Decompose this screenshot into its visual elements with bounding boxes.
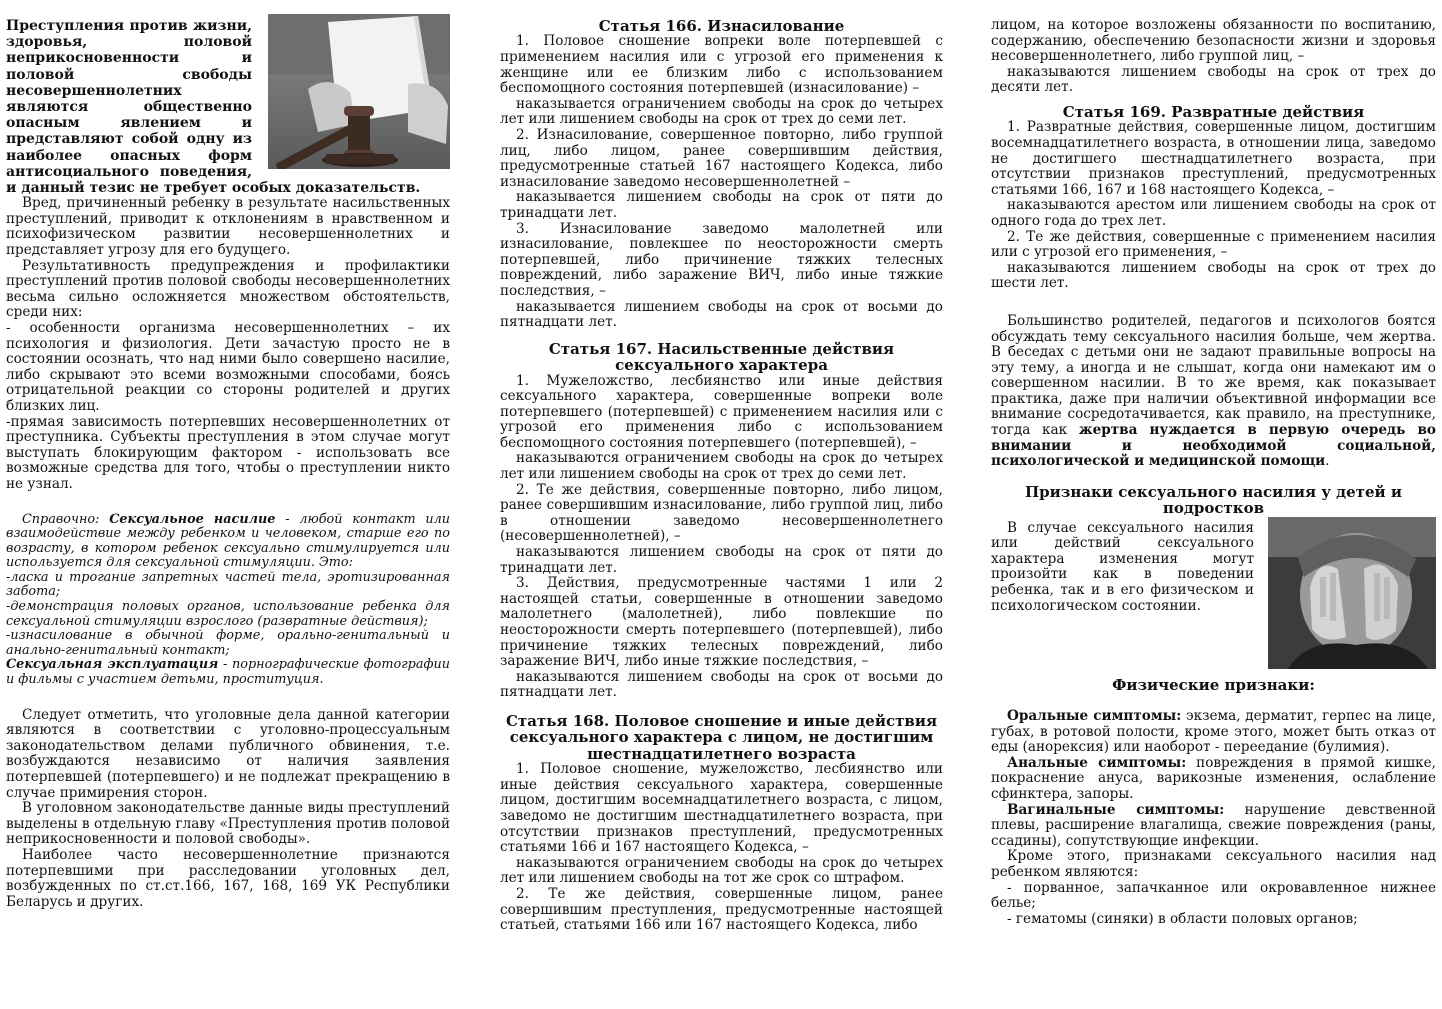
intro-lead: Преступления против жизни, здоровья, половой неприкосновенности и половой свободы несовершеннолетних являются общественно опасным явлением и представляют собой одну из наиболее опасных форм антисоциального поведения, и данный тезис не требует особых доказательств.: [6, 18, 421, 197]
vaginal-symptoms: [991, 803, 1436, 850]
signs-heading: Признаки сексуального насилия у детей и подростков: [1025, 482, 1402, 518]
penalty-text: наказываются лишением свободы на срок от трех до шести лет.: [991, 259, 1436, 292]
penalty-text: наказываются ограничением свободы на срок до четырех лет или лишением свободы на тот же срок со штрафом.: [500, 854, 943, 887]
list-item: -ласка и трогание запретных частей тела, эротизированная забота;: [6, 569, 450, 600]
article-169-heading: Статья 169. Развратные действия: [1062, 102, 1365, 121]
article-text: 2. Те же действия, совершенные повторно, либо лицом, ранее совершившим изнасилование, либо группой лиц, либо в отношении заведомо несовершеннолетнего (несовершеннолетней), –: [500, 481, 943, 545]
list-item: - гематомы (синяки) в области половых органов;: [1007, 910, 1358, 927]
child-covering-face-photo: [1268, 517, 1436, 669]
anal-symptoms: [991, 756, 1436, 803]
article-text: 1. Развратные действия, совершенные лицом, достигшим восемнадцатилетнего возраста, в отношении лица, заведомо не достигшего шестнадцатилетнего возраста, при отсутствии признаков преступлений, предусмотренных статьями 166, 167 и 168 настоящего Кодекса, –: [991, 119, 1436, 198]
definition-text: - порнографические фотографии и фильмы с участием детьми, проституция.: [6, 657, 450, 688]
article-166-heading: Статья 166. Изнасилование: [598, 17, 845, 35]
penalty-text: наказываются арестом или лишением свободы на срок от одного года до трех лет.: [991, 197, 1436, 229]
reference-definition: [6, 513, 450, 571]
article-text: 1. Мужеложство, лесбиянство или иные действия сексуального характера, совершенные вопреки воле потерпевшего (потерпевшей) с применением насилия или с угрозой его применения либо с использованием беспомощного состояния потерпевшего (потерпевшей), –: [500, 372, 943, 451]
article-text: 2. Изнасилование, совершенное повторно, либо группой лиц, либо лицом, ранее совершившим действия, предусмотренные статьей 167 настоящего Кодекса, либо изнасилование заведомо несовершеннолетней –: [500, 126, 943, 190]
article-text: 1. Половое сношение вопреки воле потерпевшей с применением насилия или с угрозой его применения к женщине или ее близким либо с использованием беспомощного состояния потерпевшей (изнасилование) –: [500, 33, 943, 97]
paragraph-end: .: [1325, 453, 1330, 470]
paragraph: [991, 314, 1436, 470]
penalty-text: наказываются лишением свободы на срок от трех до десяти лет.: [991, 63, 1436, 96]
term-sexual-exploitation: Сексуальная эксплуатация: [6, 657, 219, 673]
term-sexual-violence: Сексуальное насилие: [109, 511, 276, 527]
oral-text: экзема, дерматит, герпес на лице, губах, в ротовой полости, кроме этого, может быть отказ от еды (анорексия) или наоборот - переедание (булимия).: [991, 708, 1436, 756]
article-text: 3. Изнасилование заведомо малолетней или изнасилование, повлекшее по неосторожности смерть потерпевшей, либо причинение тяжких телесных повреждений, либо заражение ВИЧ, либо иные тяжкие последствия, –: [500, 220, 943, 299]
anal-label: Анальные симптомы:: [1007, 754, 1187, 771]
definition-text: - любой контакт или взаимодействие между ребенком и человеком, старше его по возрасту, в котором ребенок сексуально стимулируется или используется для сексуальной стимуляции. Это:: [6, 511, 450, 571]
list-item: -изнасилование в обычной форме, орально-генитальный и анально-генитальный контакт;: [6, 628, 450, 658]
penalty-text: наказывается ограничением свободы на срок до четырех лет или лишением свободы на срок от трех до семи лет.: [500, 95, 943, 128]
column-1: [6, 18, 450, 910]
vaginal-text: нарушение девственной плевы, расширение влагалища, свежие повреждения (раны, ссадины), сопутствующие инфекции.: [991, 801, 1436, 849]
emphasis-text: жертва нуждается в первую очередь во внимании и необходимой социальной, психологической и медицинской помощи: [991, 422, 1436, 470]
oral-label: Оральные симптомы:: [1007, 708, 1182, 725]
article-167-heading: Статья 167. Насильственные действия сексуального характера: [548, 339, 895, 375]
paragraph: Следует отметить, что уголовные дела данной категории являются в соответствии с уголовно-процессуальным законодательством делами публичного обвинения, т.е. возбуждаются независимо от наличия заявления потерпевшей (потерпевшего) и не подлежат прекращению в случае примирения сторон.: [6, 706, 450, 801]
penalty-text: наказываются ограничением свободы на срок до четырех лет или лишением свободы на срок от трех до семи лет.: [500, 450, 943, 483]
penalty-text: наказываются лишением свободы на срок от восьми до пятнадцати лет.: [500, 668, 943, 701]
paragraph: В уголовном законодательстве данные виды преступлений выделены в отдельную главу «Преступления против половой неприкосновенности и половой свободы».: [6, 800, 450, 848]
column-3: [991, 18, 1436, 927]
penalty-text: наказываются лишением свободы на срок от пяти до тринадцати лет.: [500, 544, 943, 576]
signs-intro: В случае сексуального насилия или действий сексуального характера изменения могут произойти как в поведении ребенка, так и в его физическом и психологическом состоянии.: [991, 519, 1254, 614]
article-text: 2. Те же действия, совершенные с применением насилия или с угрозой его применения, –: [991, 228, 1436, 261]
paragraph-text: Большинство родителей, педагогов и психологов боятся обсуждать тему сексуального насилия больше, чем жертва. В беседах с детьми они не задают правильные вопросы на эту тему, а иногда и не слышат, когда они намекают им о совершенном насилии. В то же время, как показывает практика, даже при наличии объективной информации все внимание сосредотачивается, как правило, на преступнике, тогда как: [991, 312, 1436, 439]
article-168-continuation: лицом, на которое возложены обязанности по воспитанию, содержанию, обеспечению безопасности жизни и здоровья несовершеннолетнего, либо группой лиц, –: [991, 17, 1436, 65]
list-item: -демонстрация половых органов, использование ребенка для сексуальной стимуляции взрослого (развратные действия);: [6, 599, 450, 629]
paragraph: - особенности организма несовершеннолетних – их психология и физиология. Дети зачастую просто не в состоянии осознать, что над ними было совершено насилие, либо скрывают это всеми возможными способами, боясь отрицательной реакции со стороны родителей и других близких лиц.: [6, 319, 450, 414]
list-item: - порванное, запачканное или окровавленное нижнее белье;: [991, 879, 1436, 912]
oral-symptoms: [991, 709, 1436, 756]
penalty-text: наказывается лишением свободы на срок от пяти до тринадцати лет.: [500, 189, 943, 221]
article-text: 3. Действия, предусмотренные частями 1 или 2 настоящей статьи, совершенные в отношении заведомо малолетнего (малолетней), либо повлекшие по неосторожности смерть потерпевшего (потерпевшей), либо причинение тяжких телесных повреждений, либо заражение ВИЧ, либо иные тяжкие последствия, –: [500, 575, 943, 670]
anal-text: повреждения в прямой кишке, покраснение ануса, варикозные изменения, ослабление сфинктера, запоры.: [991, 754, 1436, 803]
column-2: [500, 18, 943, 934]
vaginal-label: Вагинальные симптомы:: [1007, 801, 1225, 818]
paragraph: Кроме этого, признаками сексуального насилия над ребенком являются:: [991, 848, 1436, 880]
paragraph: -прямая зависимость потерпевших несовершеннолетних от преступника. Субъекты преступления в этом случае могут выступать блокирующим фактором - использовать все возможные средства для того, чтобы о преступлении никто не узнал.: [6, 413, 450, 492]
reference-prefix: Справочно:: [22, 511, 110, 527]
reference-definition: [6, 658, 450, 687]
penalty-text: наказывается лишением свободы на срок от восьми до пятнадцати лет.: [500, 298, 943, 331]
paragraph: Наиболее часто несовершеннолетние признаются потерпевшими при расследовании уголовных дел, возбужденных по ст.ст.166, 167, 168, 169 УК Республики Беларусь и других.: [6, 846, 450, 910]
physical-signs-heading: Физические признаки:: [1112, 675, 1315, 694]
article-text: 1. Половое сношение, мужеложство, лесбиянство или иные действия сексуального характера, совершенные лицом, достигшим восемнадцатилетнего возраста, с лицом, заведомо не достигшим шестнадцатилетнего возраста, при отсутствии признаков преступлений, предусмотренных статьями 166 и 167 настоящего Кодекса, –: [500, 761, 943, 856]
paragraph: Вред, причиненный ребенку в результате насильственных преступлений, приводит к отклонениям в нравственном и психофизическом развитии несовершеннолетних и представляет угрозу для его будущего.: [6, 195, 450, 259]
judge-gavel-photo: [268, 14, 450, 169]
article-168-heading: Статья 168. Половое сношение и иные действия сексуального характера с лицом, не достигшим шестнадцатилетнего возраста: [505, 711, 938, 763]
article-text: 2. Те же действия, совершенные лицом, ранее совершившим преступления, предусмотренные настоящей статьей, статьями 166 или 167 настоящего Кодекса, либо: [500, 885, 943, 934]
paragraph: Результативность предупреждения и профилактики преступлений против половой свободы несовершеннолетних весьма сильно осложняется множеством обстоятельств, среди них:: [6, 257, 450, 321]
